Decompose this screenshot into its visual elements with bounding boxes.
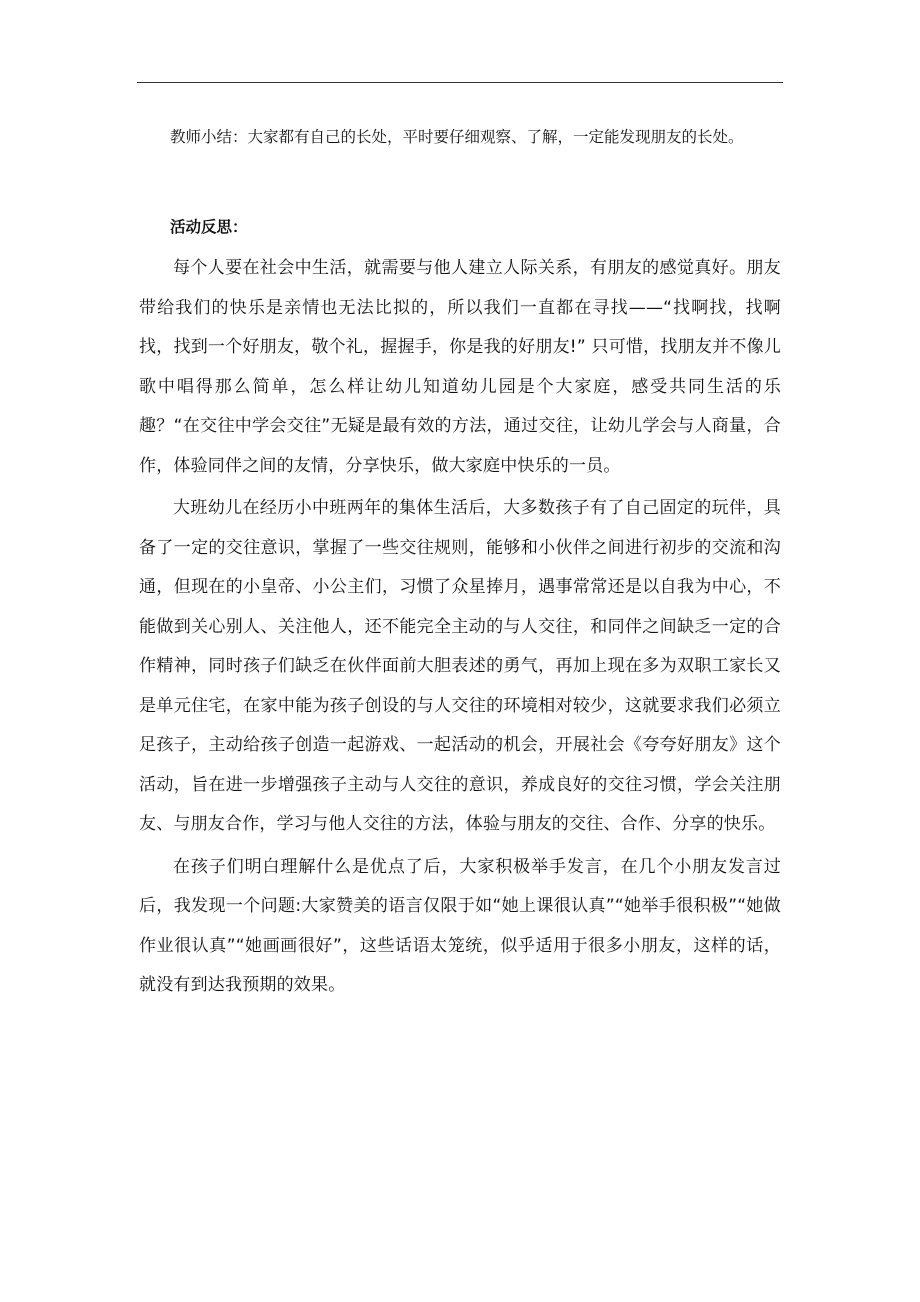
reflection-heading: 活动反思： <box>170 218 248 236</box>
reflection-paragraph-2: 大班幼儿在经历小中班两年的集体生活后，大多数孩子有了自己固定的玩伴，具备了一定的交往意识，掌握了一些交往规则，能够和小伙伴之间进行初步的交流和沟通，但现在的小皇帝、小公主们，习惯了众星捧月，遇事常常还是以自我为中心，不能做到关心别人、关注他人，还不能完全主动的与人交往，和同伴之间缺乏一定的合作精神，同时孩子们缺乏在伙伴面前大胆表述的勇气，再加上现在多为双职工家长又是单元住宅，在家中能为孩子创设的与人交往的环境相对较少，这就要求我们必须立足孩子，主动给孩子创造一起游戏、一起活动的机会，开展社会《夸夸好朋友》这个活动，旨在进一步增强孩子主动与人交往的意识，养成良好的交往习惯，学会关注朋友、与朋友合作，学习与他人交往的方法，体验与朋友的交往、合作、分享的快乐。 <box>139 498 781 834</box>
reflection-paragraph-3: 在孩子们明白理解什么是优点了后，大家积极举手发言，在几个小朋友发言过后，我发现一个问题:大家赞美的语言仅限于如“她上课很认真”“她举手很积极”“她做作业很认真”“她画画很好”，这些话语太笼统，似乎适用于很多小朋友，这样的话，就没有到达我预期的效果。 <box>139 856 781 995</box>
reflection-paragraph-1: 每个人要在社会中生活，就需要与他人建立人际关系，有朋友的感觉真好。朋友带给我们的快乐是亲情也无法比拟的，所以我们一直都在寻找——“找啊找，找啊找，找到一个好朋友，敬个礼，握握手，你是我的好朋友!” 只可惜，找朋友并不像儿歌中唱得那么简单，怎么样让幼儿知道幼儿园是个大家庭，感受共同生活的乐趣？“在交往中学会交往”无疑是最有效的方法，通过交往，让幼儿学会与人商量，合作，体验同伴之间的友情，分享快乐，做大家庭中快乐的一员。 <box>139 258 781 476</box>
document-body <box>139 118 781 1006</box>
teacher-summary: 教师小结：大家都有自己的长处，平时要仔细观察、了解，一定能发现朋友的长处。 <box>170 128 744 146</box>
header-rule <box>137 82 783 83</box>
